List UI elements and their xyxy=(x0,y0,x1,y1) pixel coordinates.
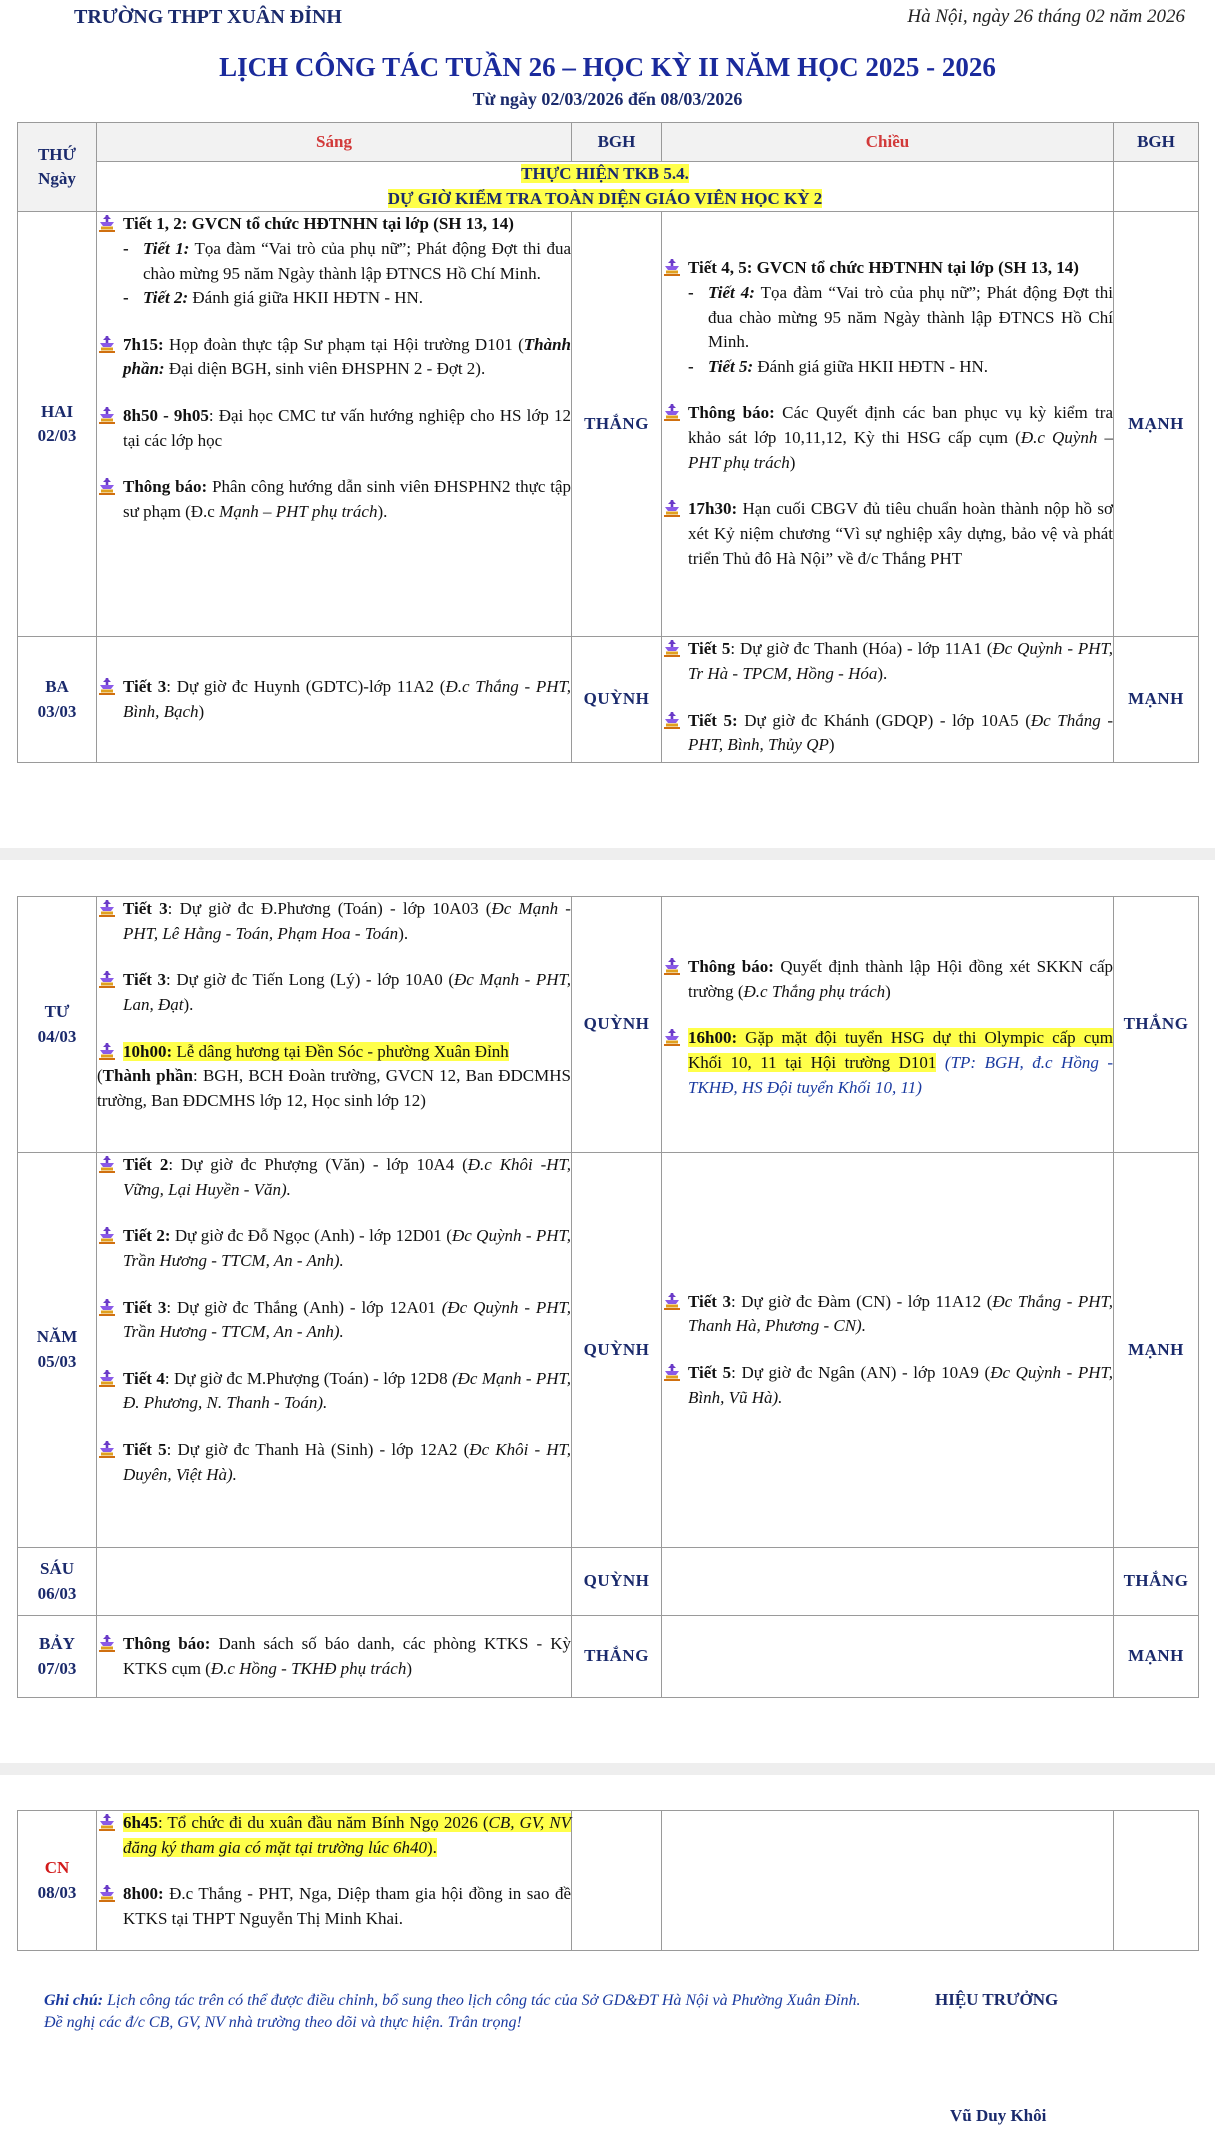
pin-bullet-icon xyxy=(97,1226,117,1244)
bgh-tuesday-afternoon: MẠNH xyxy=(1114,637,1199,763)
day-date: 04/03 xyxy=(37,1026,77,1046)
list-item: 6h45: Tổ chức đi du xuân đầu năm Bính Ngọ 2026 (CB, GV, NV đăng ký tham gia có mặt tại trường lúc 6h40). xyxy=(97,1811,571,1860)
saturday-afternoon xyxy=(662,1616,1114,1698)
friday-morning xyxy=(97,1548,572,1616)
day-date: 05/03 xyxy=(37,1352,77,1371)
pin-bullet-icon xyxy=(662,639,682,657)
school-name: TRƯỜNG THPT XUÂN ĐỈNH xyxy=(74,6,342,28)
pin-bullet-icon xyxy=(97,1298,117,1316)
bgh-header-afternoon: BGH xyxy=(1114,123,1199,162)
pin-bullet-icon xyxy=(97,477,117,495)
pin-bullet-icon xyxy=(662,1363,682,1381)
day-date: 08/03 xyxy=(37,1882,77,1902)
row-friday xyxy=(18,1548,1199,1616)
list-item: Tiết 5: Dự giờ đc Ngân (AN) - lớp 10A9 (Đc Quỳnh - PHT, Bình, Vũ Hà). xyxy=(662,1361,1113,1410)
row-sunday xyxy=(18,1811,1199,1951)
day-column-header xyxy=(18,123,97,212)
day-name: BA xyxy=(45,677,69,697)
monday-afternoon xyxy=(662,212,1114,637)
list-item: Thông báo: Phân công hướng dẫn sinh viên ĐHSPHN2 thực tập sư phạm (Đ.c Mạnh – PHT phụ trách). xyxy=(97,475,571,524)
pin-bullet-icon xyxy=(97,1042,117,1060)
list-item: Tiết 3: Dự giờ đc Tiến Long (Lý) - lớp 10A0 (Đc Mạnh - PHT, Lan, Đạt). xyxy=(97,968,571,1017)
day-cell-monday xyxy=(18,212,97,637)
pin-bullet-icon xyxy=(97,214,117,232)
page-title: LỊCH CÔNG TÁC TUẦN 26 – HỌC KỲ II NĂM HỌC 2025 - 2026 xyxy=(219,52,996,82)
pin-bullet-icon xyxy=(662,1028,682,1046)
sunday-morning xyxy=(97,1811,572,1951)
list-item: - Tiết 1: Tọa đàm “Vai trò của phụ nữ”; Phát động Đợt thi đua chào mừng 95 năm Ngày thành lập ĐTNCS Hồ Chí Minh. xyxy=(97,237,571,286)
list-item: Tiết 3: Dự giờ đc Thắng (Anh) - lớp 12A01 (Đc Quỳnh - PHT, Trần Hương - TTCM, An - Anh). xyxy=(97,1296,571,1345)
day-date: 03/03 xyxy=(37,701,77,721)
day-cell-wednesday xyxy=(18,897,97,1153)
friday-afternoon xyxy=(662,1548,1114,1616)
day-cell-thursday xyxy=(18,1153,97,1548)
list-item: - Tiết 4: Tọa đàm “Vai trò của phụ nữ”; Phát động Đợt thi đua chào mừng 95 năm Ngày thành lập ĐTNCS Hồ Chí Minh. xyxy=(662,281,1113,355)
page-subtitle: Từ ngày 02/03/2026 đến 08/03/2026 xyxy=(472,89,743,109)
bgh-monday-morning: THẮNG xyxy=(572,212,662,637)
list-item: Thông báo: Danh sách số báo danh, các phòng KTKS - Kỳ KTKS cụm (Đ.c Hồng - TKHĐ phụ trách) xyxy=(97,1632,571,1681)
list-item: Tiết 5: Dự giờ đc Thanh (Hóa) - lớp 11A1 (Đc Quỳnh - PHT, Tr Hà - TPCM, Hồng - Hóa). xyxy=(662,637,1113,686)
list-item: Tiết 4, 5: GVCN tổ chức HĐTNHN tại lớp (SH 13, 14) xyxy=(662,256,1113,281)
pin-bullet-icon xyxy=(97,406,117,424)
pin-bullet-icon xyxy=(662,258,682,276)
bgh-thursday-morning: QUỲNH xyxy=(572,1153,662,1548)
list-item: Tiết 3: Dự giờ đc Đ.Phương (Toán) - lớp 10A03 (Đc Mạnh - PHT, Lê Hằng - Toán, Phạm Hoa - Toán). xyxy=(97,897,571,946)
list-item-continuation: (Thành phần: BGH, BCH Đoàn trường, GVCN 12, Ban ĐDCMHS trường, Ban ĐDCMHS lớp 12, Học sinh lớp 12) xyxy=(97,1066,571,1110)
tuesday-morning xyxy=(97,637,572,763)
pin-bullet-icon xyxy=(97,970,117,988)
banner-line-1: THỰC HIỆN TKB 5.4. xyxy=(521,164,689,183)
signer-title: HIỆU TRƯỞNG xyxy=(935,1990,1059,2009)
footer-note xyxy=(44,1990,864,2035)
saturday-morning xyxy=(97,1616,572,1698)
list-item: Tiết 5: Dự giờ đc Khánh (GDQP) - lớp 10A5 (Đc Thắng - PHT, Bình, Thủy QP) xyxy=(662,709,1113,758)
schedule-table-part-3 xyxy=(17,1810,1199,1951)
day-name: HAI xyxy=(40,401,74,421)
row-tuesday xyxy=(18,637,1199,763)
list-item: 8h50 - 9h05: Đại học CMC tư vấn hướng nghiệp cho HS lớp 12 tại các lớp học xyxy=(97,404,571,453)
list-item: Tiết 3: Dự giờ đc Đàm (CN) - lớp 11A12 (Đc Thắng - PHT, Thanh Hà, Phương - CN). xyxy=(662,1290,1113,1339)
row-thursday xyxy=(18,1153,1199,1548)
bgh-sunday-afternoon xyxy=(1114,1811,1199,1951)
note-text: Lịch công tác trên có thể được điều chỉnh, bổ sung theo lịch công tác của Sở GD&ĐT Hà Nội và Phường Xuân Đỉnh. Đề nghị các đ/c CB, GV, NV nhà trường theo dõi và thực hiện. Trân trọng! xyxy=(44,1992,861,2032)
day-name: TƯ xyxy=(44,1001,70,1021)
list-item: - Tiết 2: Đánh giá giữa HKII HĐTN - HN. xyxy=(97,286,571,311)
pin-bullet-icon xyxy=(97,1369,117,1387)
day-cell-friday xyxy=(18,1548,97,1616)
signer-name: Vũ Duy Khôi xyxy=(950,2106,1047,2125)
day-header-bottom: Ngày xyxy=(38,169,76,189)
day-name: CN xyxy=(44,1857,70,1877)
bgh-monday-afternoon: MẠNH xyxy=(1114,212,1199,637)
pin-bullet-icon xyxy=(662,957,682,975)
note-label: Ghi chú: xyxy=(44,1992,104,2009)
wednesday-morning xyxy=(97,897,572,1153)
bgh-saturday-morning: THẮNG xyxy=(572,1616,662,1698)
list-item: Tiết 2: Dự giờ đc Đỗ Ngọc (Anh) - lớp 12D01 (Đc Quỳnh - PHT, Trần Hương - TTCM, An - Anh). xyxy=(97,1224,571,1273)
pin-bullet-icon xyxy=(662,711,682,729)
day-cell-sunday xyxy=(18,1811,97,1951)
pin-bullet-icon xyxy=(97,1813,117,1831)
day-date: 06/03 xyxy=(37,1583,77,1603)
morning-header: Sáng xyxy=(97,123,572,162)
list-item: 16h00: Gặp mặt đội tuyển HSG dự thi Olympic cấp cụm Khối 10, 11 tại Hội trường D101 (TP: BGH, đ.c Hồng - TKHĐ, HS Đội tuyển Khối 10, 11) xyxy=(662,1026,1113,1100)
pin-bullet-icon xyxy=(662,403,682,421)
week-banner xyxy=(97,162,1114,212)
pin-bullet-icon xyxy=(97,1440,117,1458)
list-item: - Tiết 5: Đánh giá giữa HKII HĐTN - HN. xyxy=(662,355,1113,380)
wednesday-afternoon xyxy=(662,897,1114,1153)
day-header-top: THỨ xyxy=(37,144,77,164)
thursday-morning xyxy=(97,1153,572,1548)
day-date: 02/03 xyxy=(37,426,77,446)
bgh-wednesday-afternoon: THẮNG xyxy=(1114,897,1199,1153)
monday-morning xyxy=(97,212,572,637)
day-date: 07/03 xyxy=(37,1658,77,1678)
tuesday-afternoon xyxy=(662,637,1114,763)
list-item: Thông báo: Các Quyết định các ban phục vụ kỳ kiểm tra khảo sát lớp 10,11,12, Kỳ thi HSG cấp cụm (Đ.c Quỳnh – PHT phụ trách) xyxy=(662,401,1113,475)
schedule-table-part-2 xyxy=(17,896,1199,1698)
row-wednesday xyxy=(18,897,1199,1153)
pin-bullet-icon xyxy=(97,1634,117,1652)
list-item: 17h30: Hạn cuối CBGV đủ tiêu chuẩn hoàn thành nộp hồ sơ xét Kỷ niệm chương “Vì sự nghiệp xây dựng, bảo vệ và phát triển Thủ đô Hà Nội” về đ/c Thắng PHT xyxy=(662,497,1113,571)
list-item: Tiết 3: Dự giờ đc Huynh (GDTC)-lớp 11A2 (Đ.c Thắng - PHT, Bình, Bạch) xyxy=(97,675,571,724)
pin-bullet-icon xyxy=(97,899,117,917)
sunday-afternoon xyxy=(662,1811,1114,1951)
list-item: Tiết 4: Dự giờ đc M.Phượng (Toán) - lớp 12D8 (Đc Mạnh - PHT, Đ. Phương, N. Thanh - Toán). xyxy=(97,1367,571,1416)
row-saturday xyxy=(18,1616,1199,1698)
page-separator xyxy=(0,1763,1215,1775)
page-separator xyxy=(0,848,1215,860)
pin-bullet-icon xyxy=(662,499,682,517)
bgh-thursday-afternoon: MẠNH xyxy=(1114,1153,1199,1548)
bgh-wednesday-morning: QUỲNH xyxy=(572,897,662,1153)
list-item: 8h00: Đ.c Thắng - PHT, Nga, Diệp tham gia hội đồng in sao đề KTKS tại THPT Nguyễn Thị Minh Khai. xyxy=(97,1882,571,1931)
schedule-table-part-1 xyxy=(17,122,1199,763)
list-item: 10h00: Lễ dâng hương tại Đền Sóc - phường Xuân Đỉnh xyxy=(97,1040,571,1065)
pin-bullet-icon xyxy=(97,1155,117,1173)
day-cell-tuesday xyxy=(18,637,97,763)
list-item: Tiết 2: Dự giờ đc Phượng (Văn) - lớp 10A4 (Đ.c Khôi -HT, Vững, Lại Huyền - Văn). xyxy=(97,1153,571,1202)
day-name: BẢY xyxy=(39,1633,75,1653)
bgh-friday-afternoon: THẮNG xyxy=(1114,1548,1199,1616)
list-item: Tiết 1, 2: GVCN tổ chức HĐTNHN tại lớp (SH 13, 14) xyxy=(97,212,571,237)
pin-bullet-icon xyxy=(97,677,117,695)
pin-bullet-icon xyxy=(662,1292,682,1310)
row-monday xyxy=(18,212,1199,637)
bgh-friday-morning: QUỲNH xyxy=(572,1548,662,1616)
list-item: 7h15: Họp đoàn thực tập Sư phạm tại Hội trường D101 (Thành phần: Đại diện BGH, sinh viên ĐHSPHN 2 - Đợt 2). xyxy=(97,333,571,382)
day-cell-saturday xyxy=(18,1616,97,1698)
pin-bullet-icon xyxy=(97,1884,117,1902)
bgh-header-morning: BGH xyxy=(572,123,662,162)
afternoon-header: Chiều xyxy=(662,123,1114,162)
day-name: NĂM xyxy=(36,1327,78,1347)
banner-line-2: DỰ GIỜ KIỂM TRA TOÀN DIỆN GIÁO VIÊN HỌC KỲ 2 xyxy=(387,188,823,208)
day-name: SÁU xyxy=(39,1558,74,1578)
list-item: Tiết 5: Dự giờ đc Thanh Hà (Sinh) - lớp 12A2 (Đc Khôi - HT, Duyên, Việt Hà). xyxy=(97,1438,571,1487)
bgh-tuesday-morning: QUỲNH xyxy=(572,637,662,763)
pin-bullet-icon xyxy=(97,335,117,353)
list-item: Thông báo: Quyết định thành lập Hội đồng xét SKKN cấp trường (Đ.c Thắng phụ trách) xyxy=(662,955,1113,1004)
bgh-saturday-afternoon: MẠNH xyxy=(1114,1616,1199,1698)
bgh-sunday-morning xyxy=(572,1811,662,1951)
thursday-afternoon xyxy=(662,1153,1114,1548)
date-line: Hà Nội, ngày 26 tháng 02 năm 2026 xyxy=(907,6,1185,27)
